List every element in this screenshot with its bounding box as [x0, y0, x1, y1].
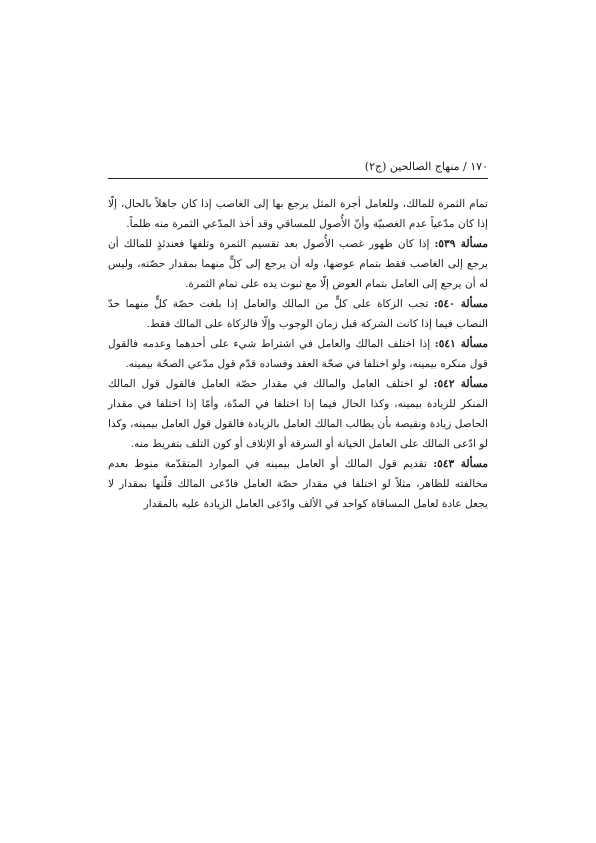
masala-label: مسألة ٥٤١:	[434, 338, 488, 350]
masala-text: تقديم قول المالك أو العامل بيمينه في الموارد المتقدّمة منوط بعدم مخالفته للظاهر، مثلاً لو اختلفا في مقدار حصّة العامل فادّعى المالك قلّتها بمقدار لا يجعل عادة لعامل المساقاة كواحد في الألف وادّعى العامل الزيادة عليه بالمقدار	[108, 458, 488, 510]
masala-540	[108, 294, 488, 334]
masala-541	[108, 334, 488, 374]
masala-542	[108, 374, 488, 454]
masala-label: مسألة ٥٣٩:	[434, 238, 488, 250]
masala-text: إذا اختلف المالك والعامل في اشتراط شيء على أحدهما وعدمه فالقول قول منكره بيمينه، ولو اختلفا في صحّة العقد وفساده قدّم قول مدّعي الصحّة بيمينه.	[108, 338, 488, 370]
masala-543	[108, 454, 488, 514]
masala-text: لو اختلف العامل والمالك في مقدار حصّة العامل فالقول قول المالك المنكر للزيادة بيمينه، وكذا الحال فيما إذا اختلفا في المدّة، وأمّا إذا اختلفا في مقدار الحاصل زيادة ونقيصة بأن يطالب المالك العامل بالزيادة فالقول قول العامل بيمينه، وكذا لو ادّعى المالك على العامل الخيانة أو السرقة أو الإتلاف أو كون التلف بتفريط منه.	[108, 378, 488, 450]
masala-label: مسألة ٥٤٣:	[433, 458, 488, 470]
running-header	[108, 160, 488, 179]
running-title: ١٧٠ / منهاج الصالحين (ج٢)	[364, 160, 488, 173]
masala-text: إذا كان ظهور غصب الأُصول بعد تقسيم الثمرة وتلفها فعندئذٍ للمالك أن يرجع إلى الغاصب فقط بتمام عوضها، وله أن يرجع إلى كلٍّ منهما بمقدار حصّته، وليس له أن يرجع إلى العامل بتمام العوض إلّا مع ثبوت يده على تمام الثمرة.	[108, 238, 488, 290]
masala-label: مسألة ٥٤٢:	[433, 378, 488, 390]
page-body	[108, 194, 488, 514]
masala-text: تجب الزكاة على كلٍّ من المالك والعامل إذا بلغت حصّة كلٍّ منهما حدّ النصاب فيما إذا كانت الشركة قبل زمان الوجوب وإلّا فالزكاة على المالك فقط.	[108, 298, 488, 330]
masala-539	[108, 234, 488, 294]
intro-paragraph: تمام الثمرة للمالك، وللعامل أجرة المثل يرجع بها إلى الغاصب إذا كان جاهلاً بالحال، إلّا إذا كان مدّعياً عدم الغصبيّة وأنّ الأُصول للمساقي وقد أخذ المدّعي الثمرة منه ظلماً.	[108, 198, 488, 230]
masala-label: مسألة ٥٤٠:	[433, 298, 488, 310]
